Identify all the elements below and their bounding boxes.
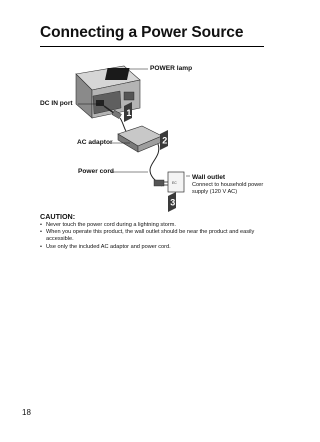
caution-item: • Never touch the power cord during a lightning storm.: [40, 222, 265, 229]
caution-list: [40, 222, 265, 251]
svg-text:1: 1: [126, 107, 132, 118]
dc-in-port-label: DC IN port: [40, 100, 73, 107]
caution-item: • Use only the included AC adaptor and power cord.: [40, 244, 265, 251]
power-lamp-label: POWER lamp: [150, 65, 193, 72]
page-title: Connecting a Power Source: [40, 24, 244, 41]
wall-outlet-note-line1: Connect to household power: [192, 182, 264, 188]
caution-item: • When you operate this product, the wall outlet should be near the product and easily accessible.: [40, 229, 265, 243]
svg-text:EC: EC: [172, 181, 177, 185]
power-cord-label: Power cord: [78, 168, 114, 175]
wall-outlet-illustration: [168, 172, 184, 192]
svg-text:2: 2: [162, 135, 168, 146]
ac-adaptor-illustration: [118, 126, 162, 152]
page-number: 18: [22, 408, 31, 417]
step-badge-2: [160, 130, 168, 150]
wall-outlet-note-line2: supply (120 V AC): [192, 189, 238, 195]
step-badge-3: [168, 192, 176, 212]
svg-text:3: 3: [170, 197, 176, 208]
ac-adaptor-label: AC adaptor: [77, 139, 113, 146]
wall-outlet-label: Wall outlet: [192, 174, 226, 181]
caution-heading: CAUTION:: [40, 212, 76, 221]
power-plug: [154, 180, 168, 186]
